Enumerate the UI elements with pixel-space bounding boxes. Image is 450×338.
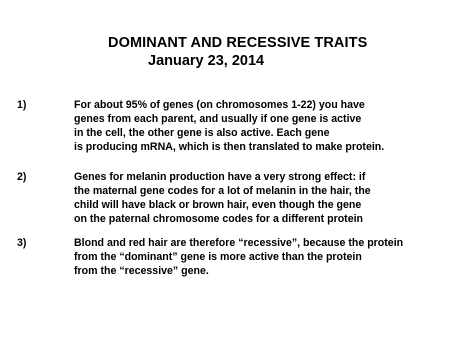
item-line: the maternal gene codes for a lot of melanin in the hair, the	[74, 185, 371, 197]
item-line: Genes for melanin production have a very strong effect: if	[74, 171, 366, 183]
item-line: from the “recessive” gene.	[74, 265, 209, 277]
item-text	[74, 236, 403, 278]
item-line: child will have black or brown hair, even though the gene	[74, 199, 362, 211]
item-line: on the paternal chromosome codes for a different protein	[74, 213, 364, 225]
item-line: Blond and red hair are therefore “recessive”, because the protein	[74, 237, 404, 249]
item-number: 3)	[17, 237, 27, 249]
item-text	[74, 170, 371, 226]
document-date: January 23, 2014	[148, 53, 265, 69]
item-number: 2)	[17, 171, 27, 183]
item-line: genes from each parent, and usually if one gene is active	[74, 113, 362, 125]
document-title: DOMINANT AND RECESSIVE TRAITS	[108, 35, 368, 51]
item-number: 1)	[17, 99, 27, 111]
item-text	[74, 98, 384, 154]
item-line: is producing mRNA, which is then translated to make protein.	[74, 141, 385, 153]
item-line: For about 95% of genes (on chromosomes 1-22) you have	[74, 99, 365, 111]
item-line: in the cell, the other gene is also active. Each gene	[74, 127, 330, 139]
item-line: from the “dominant” gene is more active than the protein	[74, 251, 362, 263]
